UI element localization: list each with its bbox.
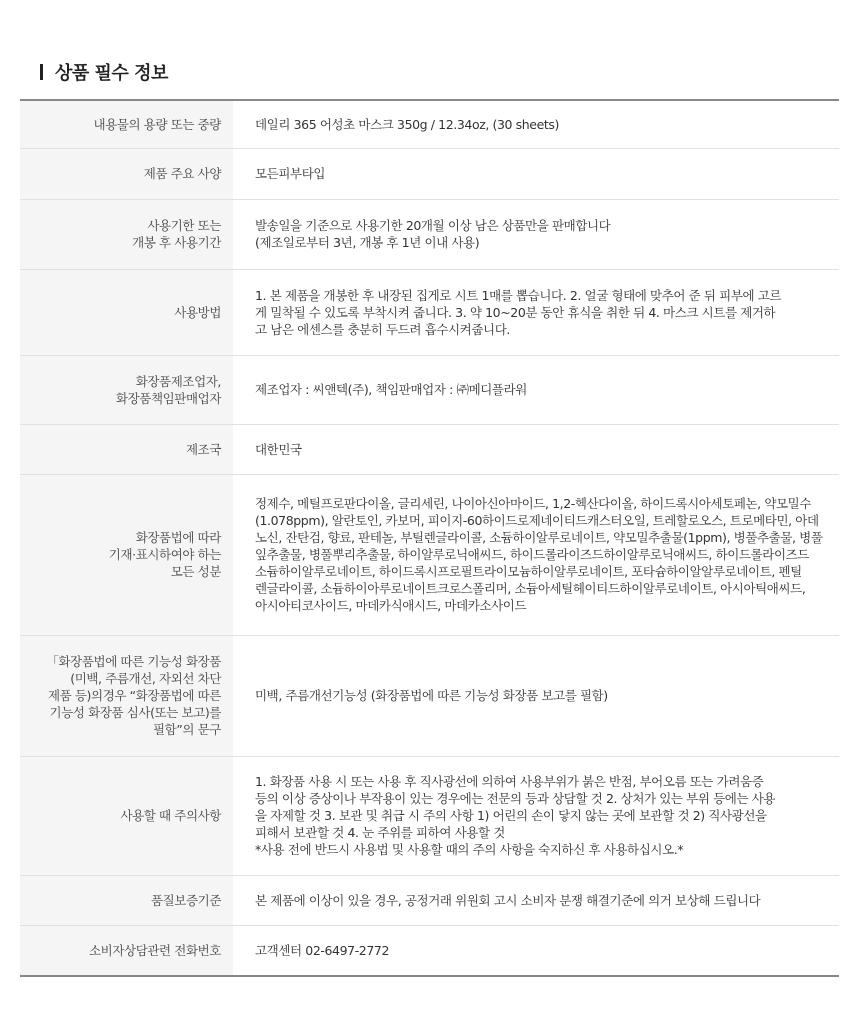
section-header	[40, 60, 168, 84]
row-label: 내용물의 용량 또는 중량	[20, 100, 233, 148]
table-row	[20, 100, 839, 148]
row-label: 사용할 때 주의사항	[20, 756, 233, 875]
row-value: 데일리 365 어성초 마스크 350g / 12.34oz, (30 sheets)	[233, 100, 839, 148]
row-value: 본 제품에 이상이 있을 경우, 공정거래 위원회 고시 소비자 분쟁 해결기준에 의거 보상해 드립니다	[233, 875, 839, 925]
row-label: 「화장품법에 따른 기능성 화장품 (미백, 주름개선, 자외선 차단 제품 등)의경우 “화장품법에 따른 기능성 화장품 심사(또는 보고)를 필함”의 문구	[20, 635, 233, 756]
row-value: 1. 화장품 사용 시 또는 사용 후 직사광선에 의하여 사용부위가 붉은 반점, 부어오름 또는 가려움증 등의 이상 증상이나 부작용이 있는 경우에는 전문의 등과 상담할 것 2. 상처가 있는 부위 등에는 사용 을 자제할 것 3. 보관 및 취급 시 주의 사항 1) 어린의 손이 닿지 않는 곳에 보관할 것 2) 직사광선을 피해서 보관할 것 4. 눈 주위를 피하여 사용할 것 *사용 전에 반드시 사용법 및 사용할 때의 주의 사항을 숙지하신 후 사용하십시오.*	[233, 756, 839, 875]
row-value: 1. 본 제품을 개봉한 후 내장된 집게로 시트 1매를 뽑습니다. 2. 얼굴 형태에 맞추어 준 뒤 피부에 고르 게 밀착될 수 있도록 부착시켜 줍니다. 3. 약 10~20분 동안 휴식을 취한 뒤 4. 마스크 시트를 제거하 고 남은 에센스를 충분히 두드려 흡수시켜줍니다.	[233, 269, 839, 355]
product-info-table	[20, 99, 839, 977]
table-row	[20, 424, 839, 474]
row-value: 미백, 주름개선기능성 (화장품법에 따른 기능성 화장품 보고를 필함)	[233, 635, 839, 756]
row-value: 발송일을 기준으로 사용기한 20개월 이상 남은 상품만을 판매합니다 (제조일로부터 3년, 개봉 후 1년 이내 사용)	[233, 199, 839, 269]
table-row	[20, 199, 839, 269]
table-row	[20, 756, 839, 875]
table-row	[20, 925, 839, 976]
section-title: 상품 필수 정보	[55, 63, 168, 84]
row-label: 화장품제조업자, 화장품책임판매업자	[20, 355, 233, 424]
title-accent-bar	[40, 64, 43, 80]
row-label: 사용기한 또는 개봉 후 사용기간	[20, 199, 233, 269]
table-row	[20, 269, 839, 355]
row-label: 사용방법	[20, 269, 233, 355]
table-row	[20, 474, 839, 635]
table-row	[20, 355, 839, 424]
row-label: 제조국	[20, 424, 233, 474]
row-label: 소비자상담관련 전화번호	[20, 925, 233, 976]
row-value: 제조업자 : 씨앤텍(주), 책임판매업자 : ㈜메디플라워	[233, 355, 839, 424]
row-label: 화장품법에 따라 기재·표시하여야 하는 모든 성분	[20, 474, 233, 635]
table-row	[20, 635, 839, 756]
row-value: 고객센터 02-6497-2772	[255, 942, 390, 958]
row-value: 정제수, 메틸프로판다이올, 글리세린, 나이아신아마이드, 1,2-헥산다이올, 하이드록시아세토페논, 약모밀수 (1.078ppm), 알란토인, 카보머, 피이지-60하이드로제네이티드캐스터오일, 트레할로오스, 트로메타민, 아데 노신, 잔탄검, 향료, 판테놀, 부틸렌글라이콜, 소듐하이알루로네이트, 약모밀추출물(1ppm), 병풀추출물, 병풀 잎추출물, 병풀뿌리추출물, 하이알루로닉애씨드, 하이드롤라이즈드하이알루로닉애씨드, 하이드롤라이즈드 소듐하이알루로네이트, 하이드록시프로필트라이모늄하이알루로네이트, 포타슘하이알알루로네이트, 펜틸 렌글라이콜, 소듐하이아루로네이트크로스폴리머, 소듐아세틸헤이티드하이알루로네이트, 아시아틱애씨드, 아시아티코사이드, 마데카식애시드, 마데카소사이드	[233, 474, 839, 635]
row-label: 품질보증기준	[20, 875, 233, 925]
table-row	[20, 875, 839, 925]
row-value: 모든피부타입	[233, 148, 839, 199]
table-row	[20, 148, 839, 199]
row-value: 대한민국	[233, 424, 839, 474]
row-label: 제품 주요 사양	[20, 148, 233, 199]
